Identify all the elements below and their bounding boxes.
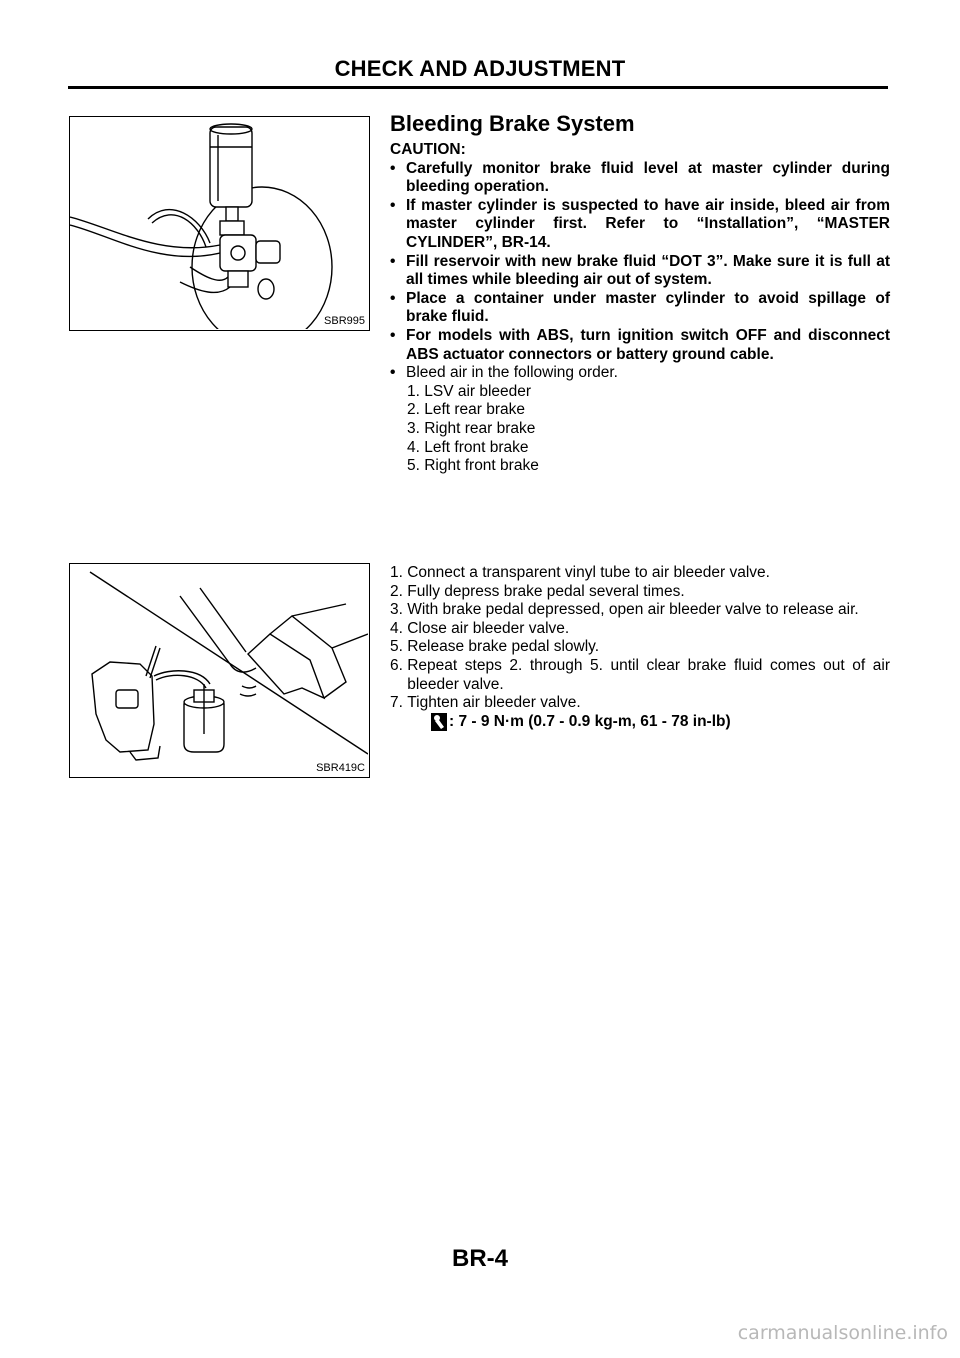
procedure-step: 4. Close air bleeder valve. xyxy=(390,619,570,637)
bleed-order-item: 3. Right rear brake xyxy=(407,419,536,437)
caution-item: • Fill reservoir with new brake fluid “DOT 3”. Make sure it is full at all times while bleeding air out of system. xyxy=(390,252,890,289)
caution-label: CAUTION: xyxy=(390,141,466,158)
page-header-title: CHECK AND ADJUSTMENT xyxy=(334,56,626,81)
torque-wrench-icon xyxy=(431,713,447,731)
caution-item: • If master cylinder is suspected to have air inside, bleed air from master cylinder first. Refer to “Installation”, “MASTER CYLINDER”, BR-14. xyxy=(390,196,890,251)
procedure-step: 6. Repeat steps 2. through 5. until clear brake fluid comes out of air bleeder valve. xyxy=(390,656,890,693)
procedure-step: 3. With brake pedal depressed, open air bleeder valve to release air. xyxy=(390,601,859,619)
caliper-bleeding-illustration xyxy=(70,564,368,776)
figure-caliper-bleeding xyxy=(69,563,370,778)
bleed-order-item: 2. Left rear brake xyxy=(407,401,526,419)
procedure-step: 1. Connect a transparent vinyl tube to air bleeder valve. xyxy=(390,564,770,581)
master-cylinder-illustration xyxy=(70,117,368,329)
torque-spec xyxy=(390,713,890,732)
bullet-icon: • xyxy=(390,159,396,177)
bleed-order-intro: • Bleed air in the following order. xyxy=(390,364,618,382)
figure-master-cylinder xyxy=(69,116,370,331)
bullet-icon: • xyxy=(390,196,396,214)
procedure-step: 5. Release brake pedal slowly. xyxy=(390,638,600,656)
procedure-step: 7. Tighten air bleeder valve. xyxy=(390,694,581,712)
section-title: Bleeding Brake System xyxy=(390,111,635,136)
torque-value: : 7 - 9 N·m (0.7 - 0.9 kg-m, 61 - 78 in-lb) xyxy=(449,712,731,730)
caution-item: • Place a container under master cylinder to avoid spillage of brake fluid. xyxy=(390,289,890,326)
figure-code-label: SBR995 xyxy=(324,315,365,327)
bullet-icon: • xyxy=(390,289,396,307)
bleed-order-item: 5. Right front brake xyxy=(407,457,539,475)
bullet-icon: • xyxy=(390,364,396,382)
procedure-steps xyxy=(390,564,890,731)
page-code: BR-4 xyxy=(451,1245,508,1272)
bleed-order-item: 1. LSV air bleeder xyxy=(407,382,532,400)
caution-item: • For models with ABS, turn ignition switch OFF and disconnect ABS actuator connectors or battery ground cable. xyxy=(390,326,890,363)
bullet-icon: • xyxy=(390,252,396,270)
procedure-step: 2. Fully depress brake pedal several times. xyxy=(390,582,685,600)
caution-block xyxy=(390,141,890,476)
bleed-order-item: 4. Left front brake xyxy=(407,438,529,456)
figure-code-label: SBR419C xyxy=(316,762,365,774)
header-divider xyxy=(68,86,888,89)
bullet-icon: • xyxy=(390,326,396,344)
caution-item: • Carefully monitor brake fluid level at master cylinder during bleeding operation. xyxy=(390,159,890,196)
watermark: carmanualsonline.info xyxy=(737,1322,948,1344)
